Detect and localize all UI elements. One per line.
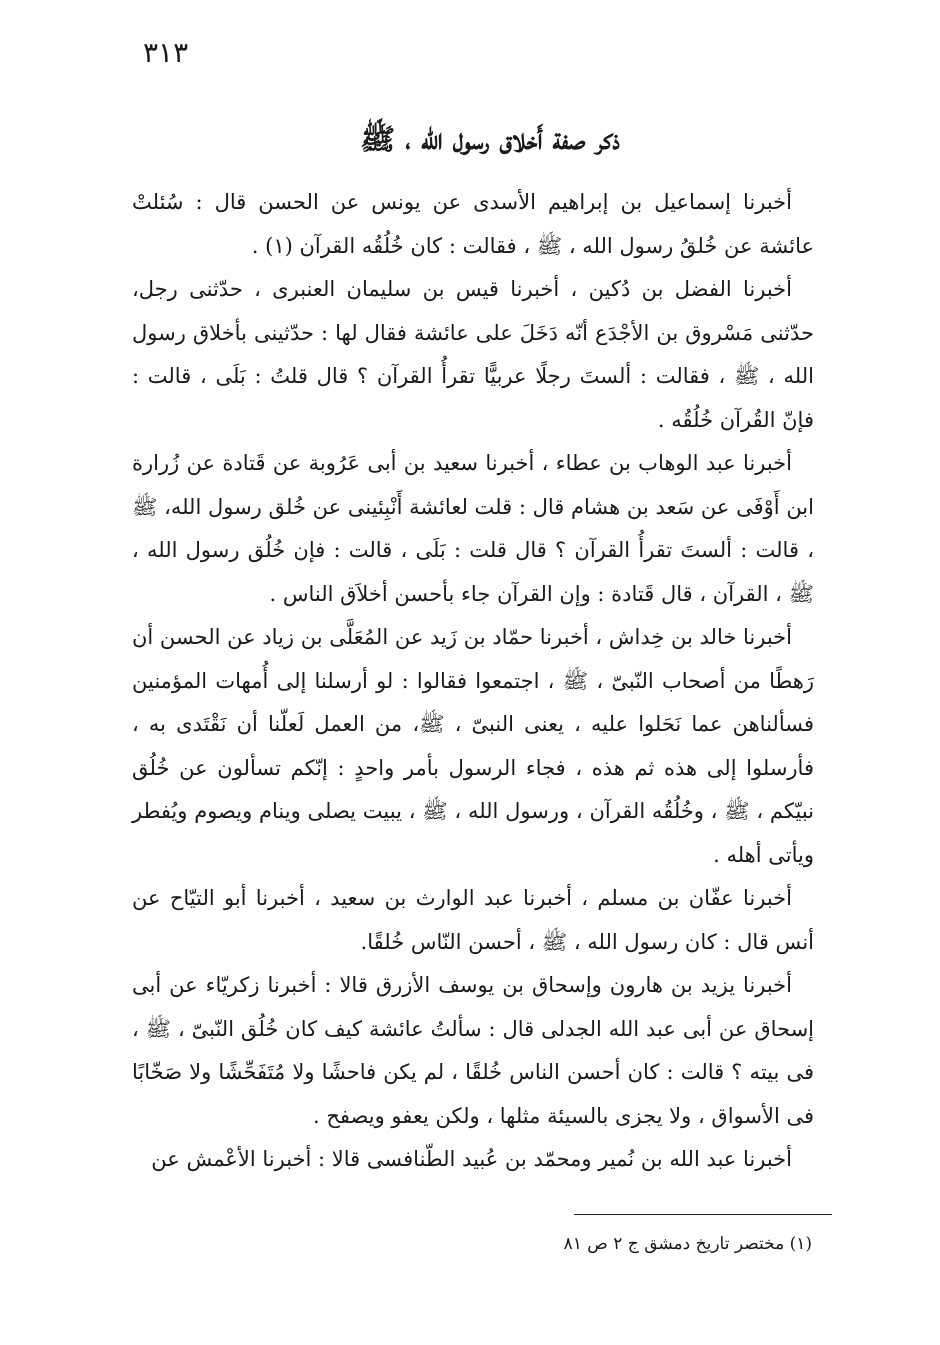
paragraph-3: أخبرنا عبد الوهاب بن عطاء ، أخبرنا سعيد بن أبى عَرُوبة عن قَتادة عن زُرارة ابن أَوْفَى عن سَعد بن هشام قال : قلت لعائشة أَنْبِئينى عن خُلق رسول الله، ﷺ ، قالت : ألستَ تقرأُ القرآن ؟ قال قلت : بَلَى ، قالت : فإن خُلُق رسول الله ، ﷺ ، القرآن ، قال قَتادة : وإن القرآن جاء بأحسن أخلاَق الناس . — [132, 451, 814, 606]
footnote: (١) مختصر تاريخ دمشق ج ٢ ص ٨١ — [563, 1234, 812, 1254]
paragraph-2: أخبرنا الفضل بن دُكين ، أخبرنا قيس بن سليمان العنبرى ، حدّثنى رجل، حدّثنى مَسْروق بن الأجْدَع أنّه دَخَلَ على عائشة فقال لها : حدّثينى بأخلاق رسول الله ، ﷺ ، فقالت : ألستَ رجلًا عربيًّا تقرأُ القرآن ؟ قال قلتُ : بَلَى ، قالت : فإنّ القُرآن خُلُقُه . — [132, 277, 814, 432]
paragraph-1: أخبرنا إسماعيل بن إبراهيم الأسدى عن يونس عن الحسن قال : سُئلتْ عائشة عن خُلقُ رسول الله ، ﷺ ، فقالت : كان خُلُقُه القرآن (١) . — [132, 190, 814, 258]
body-text — [132, 181, 814, 1182]
paragraph-5: أخبرنا عفّان بن مسلم ، أخبرنا عبد الوارث بن سعيد ، أخبرنا أبو التيّاح عن أنس قال : كان رسول الله ، ﷺ ، أحسن النّاس خُلقًا. — [132, 886, 814, 954]
footnote-divider — [574, 1214, 832, 1215]
paragraph-4: أخبرنا خالد بن خِداش ، أخبرنا حمّاد بن زَيد عن المُعَلَّى بن زياد عن الحسن أن رَهطًا من أصحاب النّبىّ ، ﷺ ، اجتمعوا فقالوا : لو أرسلنا إلى أُمهات المؤمنين فسألناهن عما نَحَلوا عليه ، يعنى النبىّ ، ﷺ، من العمل لَعلّنا أن نَقْتَدى به ، فأرسلوا إلى هذه ثم هذه ، فجاء الرسول بأمر واحدٍ : إنّكم تسألون عن خُلُق نبيّكم ، ﷺ ، وخُلُقُه القرآن ، ورسول الله ، ﷺ ، يبيت يصلى وينام ويصوم ويُفطر ويأتى أهله . — [131, 625, 814, 867]
paragraph-6: أخبرنا يزيد بن هارون وإسحاق بن يوسف الأزرق قالا : أخبرنا زكريّاء عن أبى إسحاق عن أبى عبد الله الجدلى قال : سألتُ عائشة كيف كان خُلُق النّبىّ ، ﷺ ، فى بيته ؟ قالت : كان أحسن الناس خُلقًا ، لم يكن فاحشًا ولا مُتَفَحِّشًا ولا صَخّابًا فى الأسواق ، ولا يجزى بالسيئة مثلها ، ولكن يعفو ويصفح . — [132, 973, 814, 1128]
page-number: ٣١٣ — [143, 36, 189, 69]
paragraph-7: أخبرنا عبد الله بن نُمير ومحمّد بن عُبيد الطّنافسى قالا : أخبرنا الأعْمش عن — [151, 1147, 792, 1171]
chapter-title: ذكر صفة أَخلاق رسول الله ، ﷺ — [360, 122, 620, 156]
